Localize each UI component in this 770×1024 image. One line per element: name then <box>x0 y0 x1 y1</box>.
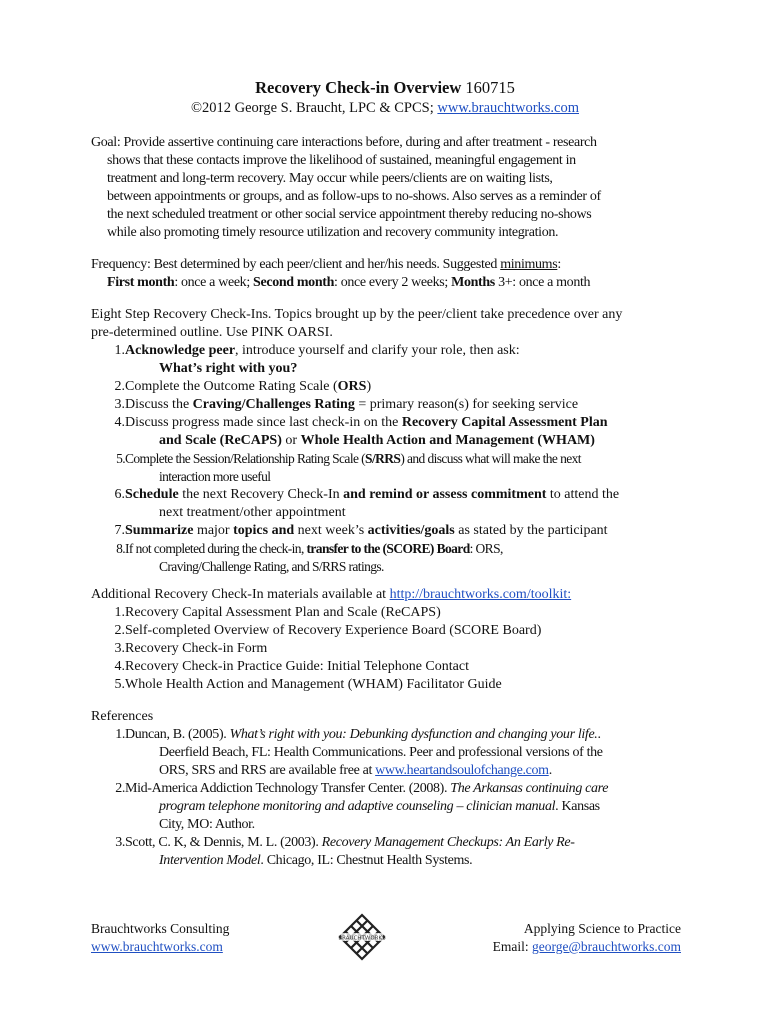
goal-line: shows that these contacts improve the likelihood of sustained, meaningful engagement in <box>107 153 576 168</box>
material-item <box>91 640 691 658</box>
step-text: If not completed during the check-in, <box>125 541 307 556</box>
material-number: 1. <box>114 605 125 620</box>
step-item <box>91 414 691 450</box>
reference-italic: Recovery Management Checkups: An Early Re- <box>321 835 575 850</box>
reference-text: . <box>548 763 552 778</box>
material-text: Recovery Check-in Form <box>125 641 268 656</box>
step-bold: transfer to the (SCORE) Board <box>306 541 470 556</box>
step-bold: Schedule <box>125 487 179 502</box>
references-list <box>91 726 691 870</box>
reference-italic: Intervention Model <box>159 853 261 868</box>
material-text: Recovery Capital Assessment Plan and Scale (ReCAPS) <box>125 605 441 620</box>
step-continuation: interaction more useful <box>159 469 271 484</box>
reference-text: . Kansas <box>555 799 600 814</box>
reference-number: 3. <box>115 835 125 850</box>
steps-intro-line: Eight Step Recovery Check-Ins. Topics brought up by the peer/client take precedence over any <box>91 307 623 322</box>
step-text: ) <box>366 379 372 394</box>
frequency-minimums: minimums <box>500 257 558 272</box>
footer-left <box>91 920 229 956</box>
step-text: major <box>193 523 234 538</box>
second-month-text: : once every 2 weeks; <box>334 275 448 290</box>
step-bold: Recovery Capital Assessment Plan <box>401 415 608 430</box>
materials-intro-text: Additional Recovery Check-In materials available at <box>91 587 387 602</box>
frequency-paragraph <box>91 256 691 292</box>
goal-line: the next scheduled treatment or other social service appointment thereby reducing no-shows <box>107 207 592 222</box>
first-month-label: First month <box>107 275 175 290</box>
step-text: , introduce yourself and clarify your role, then ask: <box>235 343 520 358</box>
step-continuation: Craving/Challenge Rating, and S/RRS ratings. <box>159 559 384 574</box>
material-item <box>91 622 691 640</box>
material-number: 5. <box>114 677 125 692</box>
step-number: 8. <box>116 541 125 556</box>
materials-intro <box>91 586 691 604</box>
material-number: 2. <box>114 623 125 638</box>
heartandsoul-link[interactable]: www.heartandsoulofchange.com <box>375 763 549 778</box>
step-text: ) and discuss what will make the next <box>400 451 581 466</box>
material-text: Self-completed Overview of Recovery Experience Board (SCORE Board) <box>125 623 542 638</box>
frequency-intro-text: Frequency: Best determined by each peer/client and her/his needs. Suggested <box>91 257 498 272</box>
reference-italic: program telephone monitoring and adaptive counseling – clinician manual <box>159 799 556 814</box>
first-month-text: : once a week; <box>174 275 250 290</box>
footer-email-link[interactable]: george@brauchtworks.com <box>531 939 681 954</box>
step-continuation: What’s right with you? <box>159 361 298 376</box>
reference-text: . Chicago, IL: Chestnut Health Systems. <box>260 853 473 868</box>
step-number: 4. <box>114 415 125 430</box>
step-number: 6. <box>114 487 125 502</box>
step-text: = primary reason(s) for seeking service <box>354 397 579 412</box>
reference-italic: The Arkansas continuing care <box>450 781 609 796</box>
material-text: Whole Health Action and Management (WHAM) Facilitator Guide <box>125 677 502 692</box>
steps-intro-line: pre-determined outline. Use PINK OARSI. <box>91 325 333 340</box>
frequency-intro <box>91 256 691 274</box>
footer-email-line <box>493 938 681 956</box>
step-number: 5. <box>116 451 125 466</box>
step-bold: Whole Health Action and Management (WHAM) <box>300 433 595 448</box>
reference-text: Mid-America Addiction Technology Transfer Center. (2008). <box>125 781 451 796</box>
reference-item <box>91 726 691 780</box>
step-text: Discuss progress made since last check-in on the <box>125 415 402 430</box>
step-item <box>91 378 691 396</box>
title-text: Recovery Check-in Overview <box>255 78 462 97</box>
materials-list <box>91 604 691 694</box>
step-text: Complete the Outcome Rating Scale ( <box>125 379 338 394</box>
reference-text: Duncan, B. (2005). <box>125 727 230 742</box>
toolkit-link[interactable]: http://brauchtworks.com/toolkit: <box>389 587 572 602</box>
references-heading: References <box>91 709 154 724</box>
logo-text: BRAUCHTWORKS <box>338 935 386 942</box>
footer-right <box>493 920 681 956</box>
goal-line: Goal: Provide assertive continuing care interactions before, during and after treatment - research <box>91 135 597 150</box>
step-item <box>91 540 691 576</box>
title-code: 160715 <box>465 78 515 97</box>
title-block <box>0 78 770 118</box>
step-bold: Summarize <box>125 523 194 538</box>
frequency-schedule <box>91 274 691 292</box>
reference-text: . <box>597 727 601 742</box>
step-number: 3. <box>114 397 125 412</box>
goal-line: treatment and long-term recovery. May occur while peers/clients are on waiting lists, <box>107 171 553 186</box>
step-item <box>91 450 691 486</box>
footer-website-link[interactable]: www.brauchtworks.com <box>91 939 223 954</box>
step-bold: topics and <box>233 523 295 538</box>
reference-text: Scott, C. K, & Dennis, M. L. (2003). <box>125 835 322 850</box>
step-bold: Acknowledge peer <box>125 343 236 358</box>
material-item <box>91 604 691 622</box>
step-bold: Craving/Challenges Rating <box>192 397 355 412</box>
website-link[interactable]: www.brauchtworks.com <box>437 100 579 116</box>
step-bold: ORS <box>337 379 367 394</box>
step-item <box>91 396 691 414</box>
material-text: Recovery Check-in Practice Guide: Initial Telephone Contact <box>125 659 469 674</box>
step-text: : ORS, <box>469 541 503 556</box>
steps-list <box>91 342 691 576</box>
reference-number: 2. <box>115 781 125 796</box>
step-bold: S/RRS <box>365 451 401 466</box>
knot-logo-icon <box>337 912 387 962</box>
step-continuation: next treatment/other appointment <box>159 505 346 520</box>
reference-number: 1. <box>115 727 125 742</box>
step-text: as stated by the participant <box>454 523 608 538</box>
references-section <box>91 708 691 870</box>
step-text: or <box>281 433 301 448</box>
second-month-label: Second month <box>253 275 335 290</box>
step-item <box>91 486 691 522</box>
footer-tagline: Applying Science to Practice <box>523 921 681 936</box>
copyright-text: ©2012 George S. Braucht, LPC & CPCS; <box>191 100 434 116</box>
step-text: the next Recovery Check-In <box>178 487 344 502</box>
material-number: 4. <box>114 659 125 674</box>
main-content <box>91 134 691 870</box>
step-number: 7. <box>114 523 125 538</box>
footer-email-label: Email: <box>492 939 529 954</box>
copyright-line <box>0 98 770 118</box>
step-text: to attend the <box>546 487 620 502</box>
frequency-colon: : <box>557 257 561 272</box>
step-text: Complete the Session/Relationship Rating Scale ( <box>125 451 366 466</box>
step-text: next week’s <box>294 523 368 538</box>
footer <box>91 920 681 960</box>
material-number: 3. <box>114 641 125 656</box>
goal-line: between appointments or groups, and as follow-ups to no-shows. Also serves as a reminder of <box>107 189 601 204</box>
steps-section <box>91 306 691 576</box>
reference-continuation: City, MO: Author. <box>159 817 255 832</box>
step-bold: and Scale (ReCAPS) <box>159 433 282 448</box>
step-number: 1. <box>114 343 125 358</box>
goal-line: while also promoting timely resource utilization and recovery community integration. <box>107 225 559 240</box>
document-title <box>0 78 770 98</box>
step-bold: activities/goals <box>367 523 455 538</box>
step-item <box>91 522 691 540</box>
goal-paragraph <box>91 134 691 242</box>
step-bold: and remind or assess commitment <box>343 487 547 502</box>
reference-italic: What’s right with you: Debunking dysfunction and changing your life. <box>229 727 598 742</box>
reference-item <box>91 780 691 834</box>
material-item <box>91 676 691 694</box>
reference-item <box>91 834 691 870</box>
step-item <box>91 342 691 378</box>
months-label: Months <box>451 275 495 290</box>
step-text: Discuss the <box>125 397 193 412</box>
footer-company: Brauchtworks Consulting <box>91 921 230 936</box>
materials-section <box>91 586 691 694</box>
months-text: 3+: once a month <box>498 275 591 290</box>
step-number: 2. <box>114 379 125 394</box>
reference-continuation: ORS, SRS and RRS are available free at <box>159 763 372 778</box>
material-item <box>91 658 691 676</box>
reference-continuation: Deerfield Beach, FL: Health Communications. Peer and professional versions of the <box>159 745 603 760</box>
